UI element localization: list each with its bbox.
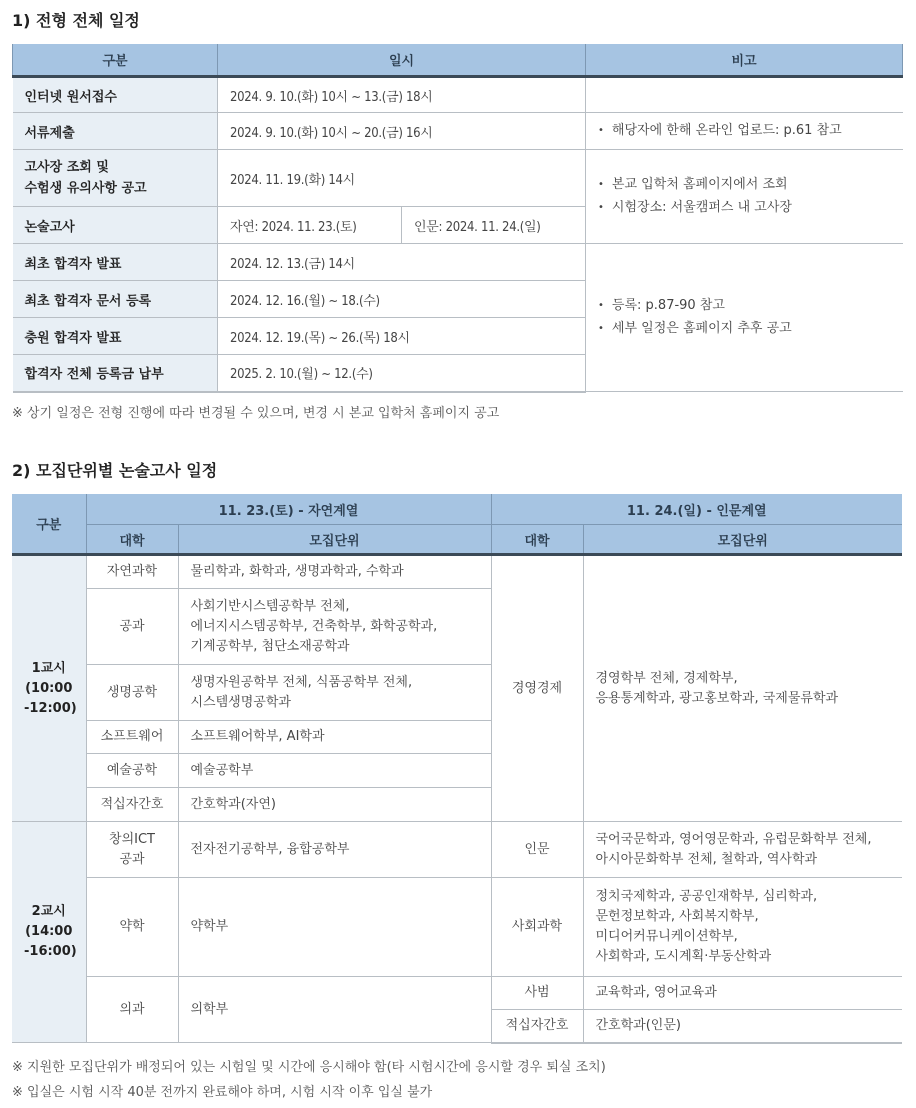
college-cell: 적십자간호: [86, 788, 178, 822]
overall-schedule-table: [12, 44, 903, 393]
period-1-cell: [12, 555, 86, 822]
college-cell: 적십자간호: [491, 1010, 583, 1043]
college-cell: 사회과학: [491, 878, 583, 977]
college-cell: 약학: [86, 878, 178, 977]
unit-line: 정치국제학과, 공공인재학부, 심리학과,: [595, 889, 818, 904]
college-line: 창의ICT: [109, 831, 155, 847]
unit-line: 응용통계학과, 광고홍보학과, 국제물류학과: [595, 690, 839, 706]
remark-bullet: • 등록: p.87-90 참고: [598, 295, 891, 318]
row-value: 2024. 12. 16.(월) ~ 18.(수): [218, 281, 586, 318]
unit-line: 국어국문학과, 영어영문학과, 유럽문화학부 전체,: [595, 831, 872, 847]
units-cell: 물리학과, 화학과, 생명과학과, 수학과: [178, 555, 491, 589]
college-cell: 생명공학: [86, 665, 178, 721]
units-cell: [583, 822, 902, 878]
row-value: 2024. 12. 19.(목) ~ 26.(목) 18시: [218, 318, 586, 355]
row-remark: [586, 244, 903, 392]
college-cell: 의과: [86, 977, 178, 1043]
units-cell: [178, 589, 491, 665]
remark-bullet: • 해당자에 한해 온라인 업로드: p.61 참고: [598, 120, 891, 143]
college-cell: 공과: [86, 589, 178, 665]
table-row: [12, 878, 902, 977]
period-label: 2교시: [31, 904, 66, 919]
unit-line: 시스템생명공학과: [190, 694, 291, 710]
units-cell: 간호학과(자연): [178, 788, 491, 822]
row-value: 2024. 9. 10.(화) 10시 ~ 13.(금) 18시: [218, 77, 586, 113]
row-label-line: 고사장 조회 및: [24, 160, 109, 175]
row-value: 2024. 12. 13.(금) 14시: [218, 244, 586, 281]
unit-line: 에너지시스템공학부, 건축학부, 화학공학과,: [190, 618, 438, 634]
row-label: 논술고사: [13, 207, 218, 244]
period-label: 1교시: [31, 660, 66, 676]
units-cell: [583, 878, 902, 977]
essay-exam-schedule-table: [12, 494, 902, 1044]
college-cell: 인문: [491, 822, 583, 878]
units-cell: 교육학과, 영어교육과: [583, 977, 902, 1010]
header-college: 대학: [491, 525, 583, 555]
period-time: -12:00): [24, 700, 77, 716]
college-cell: 경영경제: [491, 555, 583, 822]
row-value-humanities: 인문: 2024. 11. 24.(일): [402, 207, 586, 244]
row-value: 2024. 11. 19.(화) 14시: [218, 150, 586, 207]
units-cell: 예술공학부: [178, 754, 491, 788]
table-subheader-row: [12, 525, 902, 555]
college-line: 공과: [119, 851, 145, 867]
header-category: 구분: [12, 494, 86, 555]
period-time: (14:00: [25, 924, 73, 939]
header-units: 모집단위: [583, 525, 902, 555]
table-row: [13, 113, 903, 150]
row-remark: [586, 77, 903, 113]
unit-line: 경영학부 전체, 경제학부,: [595, 670, 738, 686]
header-remarks: 비고: [586, 44, 903, 77]
unit-line: 생명자원공학부 전체, 식품공학부 전체,: [190, 674, 413, 690]
header-category: 구분: [13, 44, 218, 77]
table-row: [13, 244, 903, 281]
college-cell: 사범: [491, 977, 583, 1010]
schedule-change-note: ※ 상기 일정은 전형 진행에 따라 변경될 수 있으며, 변경 시 본교 입학처 홈페이지 공고: [12, 406, 500, 421]
row-label: 합격자 전체 등록금 납부: [13, 355, 218, 392]
row-label: 충원 합격자 발표: [13, 318, 218, 355]
row-remark: [586, 113, 903, 150]
section-2-title: 2) 모집단위별 논술고사 일정: [12, 461, 218, 480]
period-2-cell: [12, 822, 86, 1043]
row-label: 최초 합격자 발표: [13, 244, 218, 281]
units-cell: 의학부: [178, 977, 491, 1043]
college-cell: 자연과학: [86, 555, 178, 589]
unit-line: 기계공학부, 첨단소재공학과: [190, 638, 350, 654]
college-cell: 소프트웨어: [86, 721, 178, 754]
row-label-line: 수험생 유의사항 공고: [24, 181, 147, 196]
units-cell: [178, 665, 491, 721]
row-label: 서류제출: [13, 113, 218, 150]
period-time: -16:00): [24, 944, 77, 959]
table-header-row: [13, 44, 903, 77]
row-label: 인터넷 원서접수: [13, 77, 218, 113]
units-cell: [583, 555, 902, 822]
header-day1: 11. 23.(토) - 자연계열: [86, 494, 491, 525]
row-remark: [586, 150, 903, 244]
college-cell: 예술공학: [86, 754, 178, 788]
units-cell: 약학부: [178, 878, 491, 977]
unit-line: 아시아문화학부 전체, 철학과, 역사학과: [595, 851, 818, 867]
header-day2: 11. 24.(일) - 인문계열: [491, 494, 902, 525]
unit-line: 사회기반시스템공학부 전체,: [190, 598, 350, 614]
period-time: (10:00: [25, 680, 73, 696]
remark-bullet: • 본교 입학처 홈페이지에서 조회: [598, 174, 891, 197]
table-header-row: [12, 494, 902, 525]
remark-bullet: • 세부 일정은 홈페이지 추후 공고: [598, 318, 891, 341]
unit-line: 사회학과, 도시계획·부동산학과: [595, 949, 772, 964]
section-1-title: 1) 전형 전체 일정: [12, 11, 140, 30]
row-value: 2025. 2. 10.(월) ~ 12.(수): [218, 355, 586, 392]
row-value: 2024. 9. 10.(화) 10시 ~ 20.(금) 16시: [218, 113, 586, 150]
exam-time-note: ※ 지원한 모집단위가 배정되어 있는 시험일 및 시간에 응시해야 함(타 시험시간에 응시할 경우 퇴실 조치): [12, 1060, 606, 1075]
table-row: [12, 977, 902, 1010]
units-cell: 소프트웨어학부, AI학과: [178, 721, 491, 754]
remark-bullet: • 시험장소: 서울캠퍼스 내 고사장: [598, 197, 891, 220]
table-row: [12, 555, 902, 589]
header-college: 대학: [86, 525, 178, 555]
unit-line: 문헌정보학과, 사회복지학부,: [595, 909, 759, 924]
header-units: 모집단위: [178, 525, 491, 555]
units-cell: 간호학과(인문): [583, 1010, 902, 1043]
row-value-natural: 자연: 2024. 11. 23.(토): [218, 207, 402, 244]
table-row: [12, 822, 902, 878]
unit-line: 미디어커뮤니케이션학부,: [595, 929, 738, 944]
units-cell: 전자전기공학부, 융합공학부: [178, 822, 491, 878]
entry-deadline-note: ※ 입실은 시험 시작 40분 전까지 완료해야 하며, 시험 시작 이후 입실 불가: [12, 1085, 433, 1100]
row-label: [13, 150, 218, 207]
college-cell: [86, 822, 178, 878]
row-label: 최초 합격자 문서 등록: [13, 281, 218, 318]
table-row: [13, 77, 903, 113]
header-datetime: 일시: [218, 44, 586, 77]
table-row: [13, 150, 903, 207]
